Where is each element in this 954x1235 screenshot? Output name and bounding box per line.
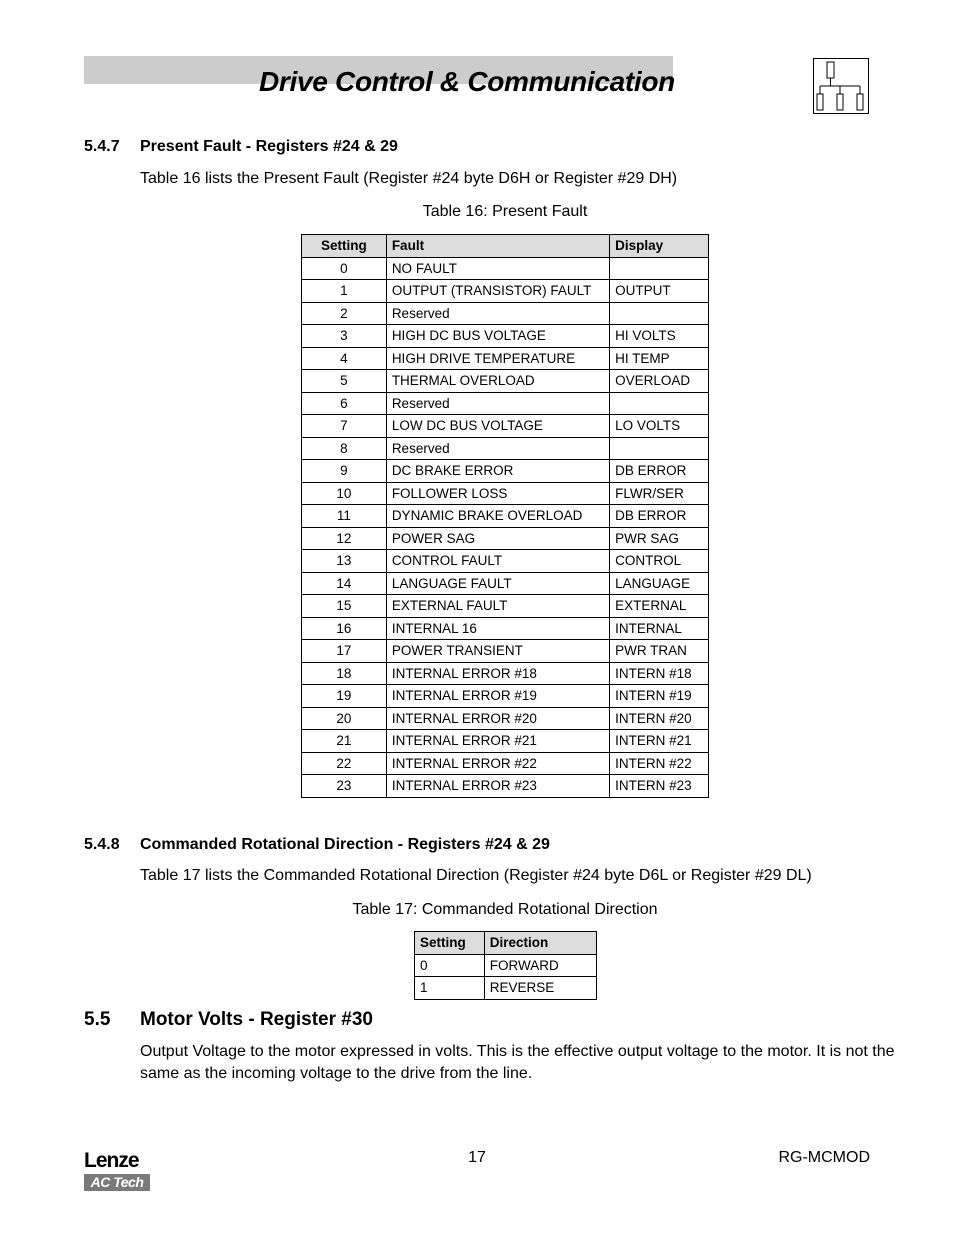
table-cell: INTERNAL ERROR #19 (386, 685, 609, 708)
table-header-row (302, 235, 709, 258)
section-548-number: 5.4.8 (84, 836, 120, 853)
table-cell: Reserved (386, 437, 609, 460)
section-55-body-line-2: same as the incoming voltage to the drive from the line. (140, 1065, 533, 1082)
table-row (302, 460, 709, 483)
network-diagram-icon (813, 58, 869, 114)
table-cell: INTERNAL ERROR #20 (386, 707, 609, 730)
table-cell: FLWR/SER (610, 482, 709, 505)
section-548-intro: Table 17 lists the Commanded Rotational Direction (Register #24 byte D6L or Register #29 DL) (140, 867, 812, 884)
table-cell: 8 (302, 437, 387, 460)
table-cell: 17 (302, 640, 387, 663)
table-cell: LO VOLTS (610, 415, 709, 438)
table-cell: HI TEMP (610, 347, 709, 370)
column-header-display: Display (610, 235, 709, 258)
column-header-setting: Setting (415, 932, 485, 955)
section-547-number: 5.4.7 (84, 138, 120, 155)
table-cell: INTERN #19 (610, 685, 709, 708)
table-cell: CONTROL FAULT (386, 550, 609, 573)
table-row (302, 415, 709, 438)
table-17-caption: Table 17: Commanded Rotational Direction (352, 901, 658, 918)
table-cell: 10 (302, 482, 387, 505)
table-cell: 13 (302, 550, 387, 573)
table-cell: INTERN #20 (610, 707, 709, 730)
table-cell: 5 (302, 370, 387, 393)
table-row (302, 617, 709, 640)
table-cell (610, 392, 709, 415)
table-row (302, 347, 709, 370)
table-row (302, 662, 709, 685)
table-cell: REVERSE (484, 977, 596, 1000)
table-cell: LANGUAGE FAULT (386, 572, 609, 595)
table-row (302, 752, 709, 775)
table-row (415, 977, 597, 1000)
table-cell: 4 (302, 347, 387, 370)
document-code: RG-MCMOD (778, 1149, 870, 1166)
section-548-title: Commanded Rotational Direction - Registers #24 & 29 (140, 836, 550, 853)
table-row (302, 707, 709, 730)
table-cell: 22 (302, 752, 387, 775)
table-cell: 0 (302, 257, 387, 280)
table-cell: 15 (302, 595, 387, 618)
table-cell: 0 (415, 954, 485, 977)
table-cell: 1 (302, 280, 387, 303)
table-row (302, 685, 709, 708)
table-cell: NO FAULT (386, 257, 609, 280)
table-cell: 21 (302, 730, 387, 753)
table-cell: 7 (302, 415, 387, 438)
table-cell: Reserved (386, 302, 609, 325)
section-547-intro: Table 16 lists the Present Fault (Register #24 byte D6H or Register #29 DH) (140, 170, 678, 187)
table-row (302, 595, 709, 618)
table-cell: FORWARD (484, 954, 596, 977)
table-cell: POWER SAG (386, 527, 609, 550)
page-number: 17 (468, 1149, 486, 1166)
table-row (302, 640, 709, 663)
table-row (302, 730, 709, 753)
table-cell: LOW DC BUS VOLTAGE (386, 415, 609, 438)
table-cell: 18 (302, 662, 387, 685)
table-cell: OUTPUT (610, 280, 709, 303)
table-cell: DC BRAKE ERROR (386, 460, 609, 483)
commanded-direction-table (414, 931, 597, 1000)
column-header-setting: Setting (302, 235, 387, 258)
table-cell: INTERN #21 (610, 730, 709, 753)
table-cell: INTERNAL (610, 617, 709, 640)
table-row (302, 325, 709, 348)
table-cell: PWR SAG (610, 527, 709, 550)
table-cell: OVERLOAD (610, 370, 709, 393)
table-cell: INTERNAL ERROR #18 (386, 662, 609, 685)
table-cell (610, 257, 709, 280)
table-row (302, 392, 709, 415)
column-header-fault: Fault (386, 235, 609, 258)
table-16-caption: Table 16: Present Fault (422, 203, 588, 220)
table-cell: 11 (302, 505, 387, 528)
column-header-direction: Direction (484, 932, 596, 955)
table-row (302, 505, 709, 528)
present-fault-table (301, 234, 709, 798)
table-cell: DYNAMIC BRAKE OVERLOAD (386, 505, 609, 528)
table-row (302, 257, 709, 280)
table-cell: 12 (302, 527, 387, 550)
table-cell: OUTPUT (TRANSISTOR) FAULT (386, 280, 609, 303)
table-cell: 14 (302, 572, 387, 595)
table-cell: 3 (302, 325, 387, 348)
table-header-row (415, 932, 597, 955)
table-cell: EXTERNAL FAULT (386, 595, 609, 618)
table-cell: 9 (302, 460, 387, 483)
table-cell: 20 (302, 707, 387, 730)
table-row (302, 527, 709, 550)
section-55-number: 5.5 (84, 1009, 111, 1030)
table-row (302, 370, 709, 393)
table-cell: THERMAL OVERLOAD (386, 370, 609, 393)
table-cell: INTERNAL ERROR #23 (386, 775, 609, 798)
table-row (302, 775, 709, 798)
logo-subtitle: AC Tech (84, 1174, 150, 1191)
table-row (302, 572, 709, 595)
table-cell: INTERNAL ERROR #22 (386, 752, 609, 775)
table-cell: INTERN #18 (610, 662, 709, 685)
section-547-title: Present Fault - Registers #24 & 29 (140, 138, 398, 155)
page-title: Drive Control & Communication (259, 66, 675, 97)
table-cell (610, 302, 709, 325)
table-cell: INTERN #23 (610, 775, 709, 798)
table-cell: CONTROL (610, 550, 709, 573)
table-cell: 1 (415, 977, 485, 1000)
table-cell: PWR TRAN (610, 640, 709, 663)
table-cell: 23 (302, 775, 387, 798)
table-cell: 19 (302, 685, 387, 708)
table-cell: 2 (302, 302, 387, 325)
section-55-title: Motor Volts - Register #30 (140, 1009, 373, 1030)
table-cell: INTERNAL 16 (386, 617, 609, 640)
table-cell: DB ERROR (610, 505, 709, 528)
table-cell: HI VOLTS (610, 325, 709, 348)
table-row (302, 280, 709, 303)
table-row (302, 482, 709, 505)
table-cell (610, 437, 709, 460)
table-cell: POWER TRANSIENT (386, 640, 609, 663)
table-cell: 16 (302, 617, 387, 640)
table-row (302, 550, 709, 573)
table-cell: 6 (302, 392, 387, 415)
table-row (415, 954, 597, 977)
table-cell: DB ERROR (610, 460, 709, 483)
table-cell: FOLLOWER LOSS (386, 482, 609, 505)
logo-wordmark: Lenze (84, 1149, 139, 1172)
table-row (302, 437, 709, 460)
table-cell: EXTERNAL (610, 595, 709, 618)
table-row (302, 302, 709, 325)
table-cell: INTERNAL ERROR #21 (386, 730, 609, 753)
table-cell: INTERN #22 (610, 752, 709, 775)
table-cell: Reserved (386, 392, 609, 415)
table-cell: HIGH DC BUS VOLTAGE (386, 325, 609, 348)
table-cell: LANGUAGE (610, 572, 709, 595)
section-55-body-line-1: Output Voltage to the motor expressed in volts. This is the effective output voltage to the motor. It is not the (140, 1043, 895, 1060)
table-cell: HIGH DRIVE TEMPERATURE (386, 347, 609, 370)
lenze-ac-tech-logo (84, 1150, 150, 1191)
